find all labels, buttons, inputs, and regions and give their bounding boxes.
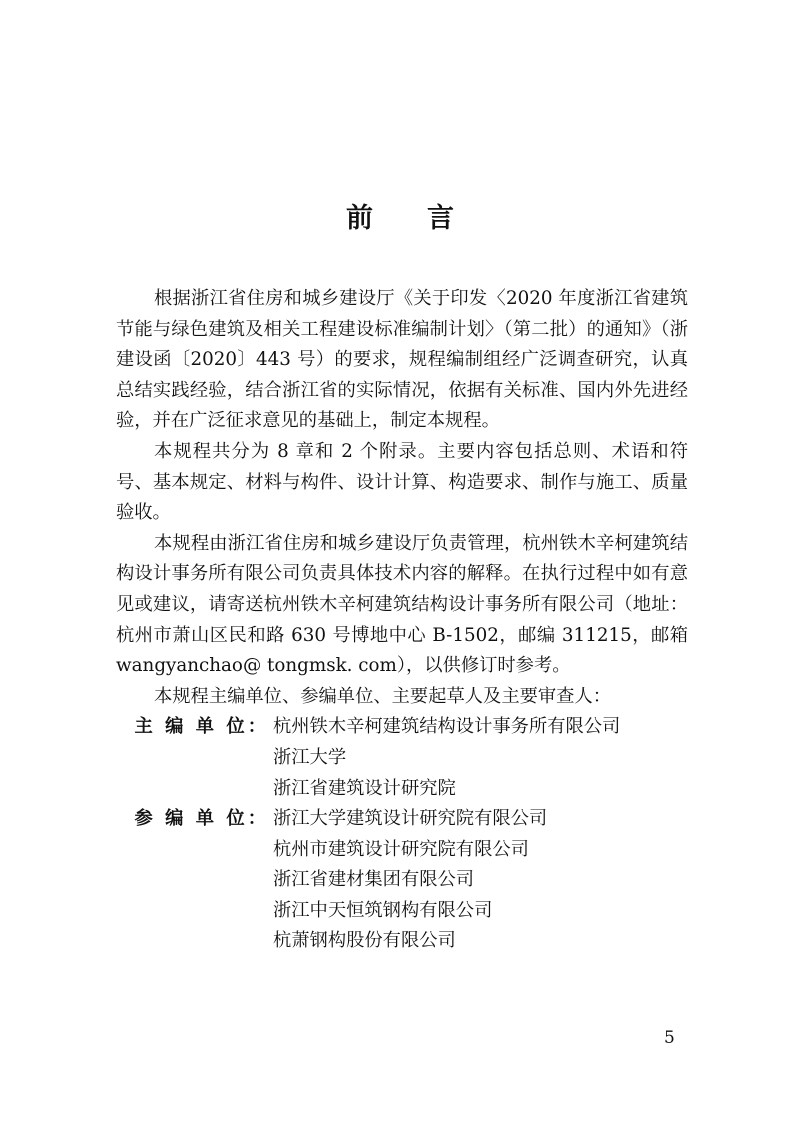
title-char-2: 言 bbox=[427, 203, 454, 234]
participating-units-label: 参 编 单 位： bbox=[134, 808, 269, 830]
chief-unit-item: 浙江省建筑设计研究院 bbox=[273, 777, 456, 799]
chief-units-list bbox=[273, 712, 688, 804]
units-section bbox=[116, 712, 688, 957]
participating-unit-item: 杭萧钢构股份有限公司 bbox=[273, 930, 456, 952]
paragraph-background: 根据浙江省住房和城乡建设厅《关于印发〈2020 年度浙江省建筑节能与绿色建筑及相关工程建设标准编制计划〉（第二批）的通知》（浙建设函〔2020〕443 号）的要求，规程编制组经广泛调查研究，认真总结实践经验，结合浙江省的实际情况，依据有关标准、国内外先进经验，并在广泛征求意见的基础上，制定本规程。 bbox=[116, 288, 688, 432]
participating-unit-item: 杭州市建筑设计研究院有限公司 bbox=[273, 838, 529, 860]
page-number: 5 bbox=[664, 1028, 675, 1048]
participating-unit-item: 浙江省建材集团有限公司 bbox=[273, 869, 475, 891]
participating-units-list bbox=[273, 804, 688, 957]
chief-units-row bbox=[116, 712, 688, 804]
preface-body bbox=[116, 284, 688, 957]
chief-unit-item: 浙江大学 bbox=[273, 746, 347, 768]
participating-units-row bbox=[116, 804, 688, 957]
chief-unit-item: 杭州铁木辛柯建筑结构设计事务所有限公司 bbox=[273, 716, 621, 738]
participating-unit-item: 浙江大学建筑设计研究院有限公司 bbox=[273, 808, 548, 830]
participating-unit-item: 浙江中天恒筑钢构有限公司 bbox=[273, 899, 493, 921]
page-title bbox=[0, 196, 800, 235]
paragraph-units-intro: 本规程主编单位、参编单位、主要起草人及主要审查人： bbox=[154, 685, 612, 707]
paragraph-management: 本规程由浙江省住房和城乡建设厅负责管理，杭州铁木辛柯建筑结构设计事务所有限公司负责具体技术内容的解释。在执行过程中如有意见或建议，请寄送杭州铁木辛柯建筑结构设计事务所有限公司（地址：杭州市萧山区民和路 630 号博地中心 B-1502，邮编 311215，邮箱 wangyanchao@ tongmsk. com），以供修订时参考。 bbox=[116, 532, 688, 677]
chief-units-label: 主 编 单 位： bbox=[134, 716, 269, 738]
title-char-1: 前 bbox=[346, 203, 373, 234]
paragraph-contents: 本规程共分为 8 章和 2 个附录。主要内容包括总则、术语和符号、基本规定、材料与构件、设计计算、构造要求、制作与施工、质量验收。 bbox=[116, 440, 688, 524]
